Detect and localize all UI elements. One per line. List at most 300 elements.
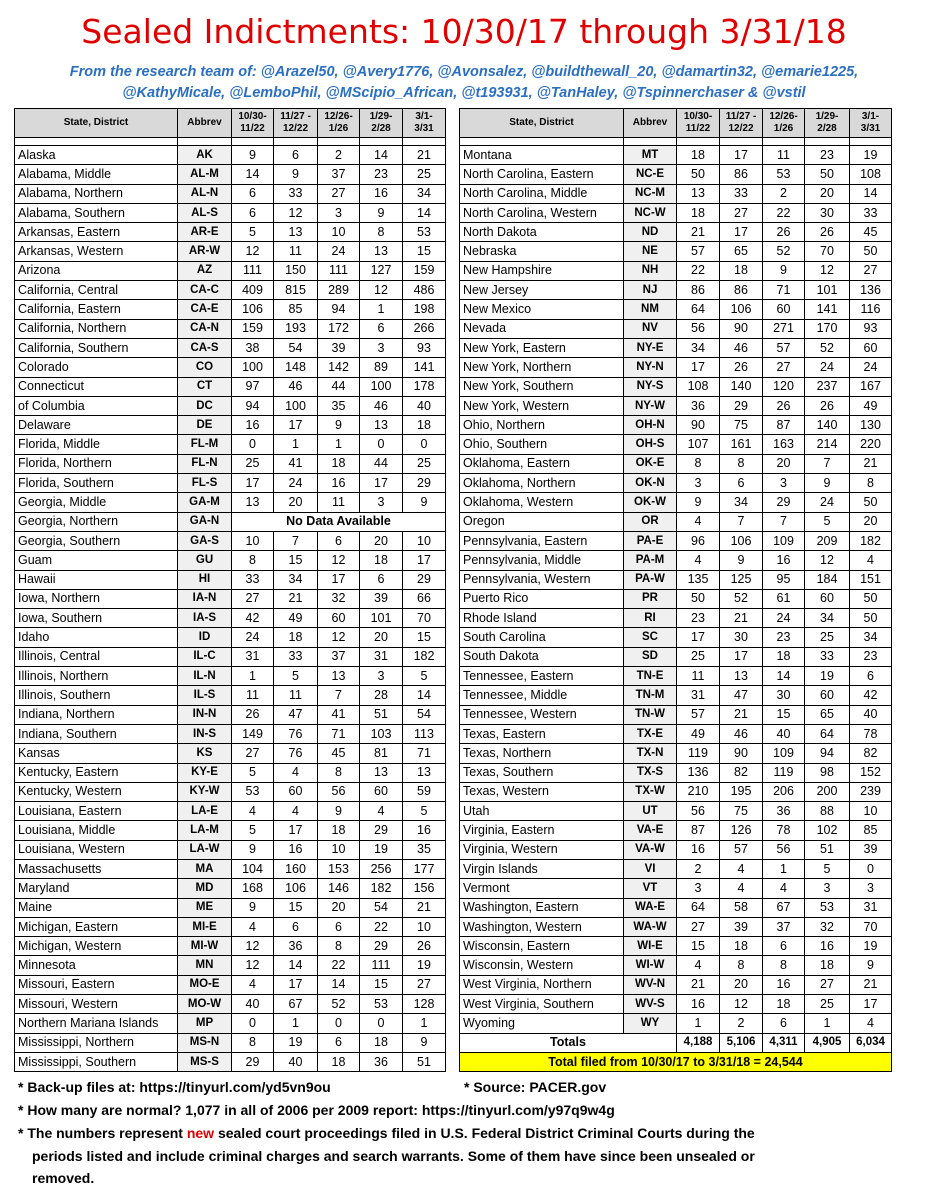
right-col-header: 3/1- 3/31 <box>850 109 892 138</box>
count-cell: 23 <box>850 647 892 666</box>
count-cell: 184 <box>805 570 850 589</box>
count-cell: 18 <box>720 261 763 280</box>
count-cell: 60 <box>805 589 850 608</box>
count-cell: 7 <box>720 512 763 531</box>
count-cell: 0 <box>232 435 274 454</box>
count-cell: 14 <box>403 203 446 222</box>
count-cell: 12 <box>805 261 850 280</box>
count-cell: 33 <box>720 184 763 203</box>
district-name: New York, Western <box>460 396 624 415</box>
research-team-line-2: @KathyMicale, @LemboPhil, @MScipio_African, @t193931, @TanHaley, @Tspinnerchaser & @vstil <box>122 85 806 101</box>
count-cell: 30 <box>805 203 850 222</box>
left-col-header: Abbrev <box>178 109 232 138</box>
count-cell: 40 <box>274 1052 318 1071</box>
count-cell: 28 <box>360 686 403 705</box>
count-cell: 88 <box>805 802 850 821</box>
district-abbrev: NY-S <box>624 377 677 396</box>
count-cell: 18 <box>763 995 805 1014</box>
count-cell: 150 <box>274 261 318 280</box>
count-cell: 109 <box>763 744 805 763</box>
count-cell: 8 <box>232 551 274 570</box>
count-cell: 5 <box>274 667 318 686</box>
district-name: Texas, Eastern <box>460 724 624 743</box>
count-cell: 0 <box>360 1014 403 1033</box>
count-cell: 11 <box>318 493 360 512</box>
district-abbrev: ND <box>624 223 677 242</box>
district-abbrev: MO-W <box>178 995 232 1014</box>
count-cell: 36 <box>274 937 318 956</box>
district-abbrev: OK-N <box>624 474 677 493</box>
count-cell: 13 <box>274 223 318 242</box>
district-abbrev: ID <box>178 628 232 647</box>
count-cell: 50 <box>677 589 720 608</box>
count-cell: 151 <box>850 570 892 589</box>
count-cell: 0 <box>318 1014 360 1033</box>
count-cell: 10 <box>318 840 360 859</box>
count-cell: 210 <box>677 782 720 801</box>
count-cell: 16 <box>677 840 720 859</box>
count-cell: 52 <box>763 242 805 261</box>
count-cell: 102 <box>805 821 850 840</box>
count-cell: 8 <box>232 1033 274 1052</box>
count-cell: 17 <box>360 474 403 493</box>
district-abbrev: MS-S <box>178 1052 232 1071</box>
table-row <box>15 435 446 454</box>
count-cell: 9 <box>318 416 360 435</box>
table-row <box>460 995 892 1014</box>
count-cell: 34 <box>677 338 720 357</box>
count-cell: 33 <box>850 203 892 222</box>
count-cell: 815 <box>274 281 318 300</box>
count-cell: 1 <box>232 667 274 686</box>
district-abbrev: PR <box>624 589 677 608</box>
count-cell: 9 <box>763 261 805 280</box>
count-cell: 56 <box>677 319 720 338</box>
count-cell: 1 <box>677 1014 720 1033</box>
count-cell: 160 <box>274 859 318 878</box>
count-cell: 9 <box>232 898 274 917</box>
count-cell: 20 <box>850 512 892 531</box>
table-row <box>15 667 446 686</box>
count-cell: 31 <box>232 647 274 666</box>
count-cell: 78 <box>763 821 805 840</box>
left-col-header: 10/30- 11/22 <box>232 109 274 138</box>
count-cell: 8 <box>318 763 360 782</box>
count-cell: 94 <box>232 396 274 415</box>
count-cell: 71 <box>763 281 805 300</box>
count-cell: 24 <box>763 609 805 628</box>
table-row <box>460 609 892 628</box>
count-cell: 0 <box>232 1014 274 1033</box>
district-name: Tennessee, Middle <box>460 686 624 705</box>
count-cell: 161 <box>720 435 763 454</box>
source-note: * Source: PACER.gov <box>464 1079 607 1095</box>
district-abbrev: VI <box>624 859 677 878</box>
district-abbrev: TN-E <box>624 667 677 686</box>
table-row <box>460 628 892 647</box>
count-cell: 18 <box>720 937 763 956</box>
count-cell: 4 <box>720 879 763 898</box>
count-cell: 1 <box>360 300 403 319</box>
district-name: New York, Southern <box>460 377 624 396</box>
count-cell: 119 <box>763 763 805 782</box>
count-cell: 86 <box>720 165 763 184</box>
count-cell: 156 <box>403 879 446 898</box>
district-abbrev: LA-M <box>178 821 232 840</box>
district-abbrev: AZ <box>178 261 232 280</box>
count-cell: 9 <box>403 493 446 512</box>
grand-total: Total filed from 10/30/17 to 3/31/18 = 24,544 <box>460 1052 892 1071</box>
district-abbrev: KS <box>178 744 232 763</box>
count-cell: 5 <box>232 763 274 782</box>
table-row <box>15 396 446 415</box>
district-abbrev: GA-S <box>178 531 232 550</box>
count-cell: 37 <box>318 647 360 666</box>
count-cell: 6 <box>318 1033 360 1052</box>
count-cell: 49 <box>850 396 892 415</box>
count-cell: 5 <box>403 802 446 821</box>
count-cell: 60 <box>360 782 403 801</box>
count-cell: 27 <box>318 184 360 203</box>
count-cell: 25 <box>403 165 446 184</box>
district-name: Illinois, Northern <box>15 667 178 686</box>
district-name: Florida, Southern <box>15 474 178 493</box>
table-row <box>460 165 892 184</box>
table-row <box>15 1052 446 1071</box>
district-name: Louisiana, Western <box>15 840 178 859</box>
count-cell: 26 <box>805 396 850 415</box>
count-cell: 170 <box>805 319 850 338</box>
research-team-line-1: From the research team of: @Arazel50, @Avery1776, @Avonsalez, @buildthewall_20, @damartin32, @emarie1225, <box>69 64 859 80</box>
table-row <box>15 454 446 473</box>
count-cell: 15 <box>274 551 318 570</box>
count-cell: 159 <box>232 319 274 338</box>
count-cell: 106 <box>720 300 763 319</box>
count-cell: 26 <box>232 705 274 724</box>
district-name: New Mexico <box>460 300 624 319</box>
count-cell: 46 <box>360 396 403 415</box>
count-cell: 98 <box>805 763 850 782</box>
count-cell: 31 <box>360 647 403 666</box>
count-cell: 17 <box>274 821 318 840</box>
count-cell: 34 <box>274 570 318 589</box>
table-row <box>460 242 892 261</box>
count-cell: 25 <box>232 454 274 473</box>
district-abbrev: NC-W <box>624 203 677 222</box>
count-cell: 26 <box>763 396 805 415</box>
count-cell: 20 <box>274 493 318 512</box>
table-row <box>460 551 892 570</box>
table-row <box>460 531 892 550</box>
table-row <box>15 203 446 222</box>
table-row <box>460 859 892 878</box>
district-name: New York, Northern <box>460 358 624 377</box>
district-abbrev: MP <box>178 1014 232 1033</box>
district-name: Colorado <box>15 358 178 377</box>
table-row <box>460 667 892 686</box>
table-row <box>460 879 892 898</box>
table-row <box>15 165 446 184</box>
district-name: Idaho <box>15 628 178 647</box>
count-cell: 27 <box>403 975 446 994</box>
left-header-row <box>15 109 446 138</box>
count-cell: 3 <box>677 474 720 493</box>
left-col-header: State, District <box>15 109 178 138</box>
count-cell: 26 <box>720 358 763 377</box>
count-cell: 1 <box>403 1014 446 1033</box>
count-cell: 60 <box>274 782 318 801</box>
district-abbrev: LA-W <box>178 840 232 859</box>
count-cell: 85 <box>274 300 318 319</box>
count-cell: 23 <box>763 628 805 647</box>
count-cell: 76 <box>274 744 318 763</box>
district-abbrev: OH-N <box>624 416 677 435</box>
table-row <box>460 647 892 666</box>
count-cell: 95 <box>763 570 805 589</box>
count-cell: 24 <box>318 242 360 261</box>
district-abbrev: CA-N <box>178 319 232 338</box>
count-cell: 40 <box>403 396 446 415</box>
district-name: Wisconsin, Western <box>460 956 624 975</box>
count-cell: 6 <box>232 184 274 203</box>
count-cell: 16 <box>805 937 850 956</box>
count-cell: 1 <box>763 859 805 878</box>
count-cell: 136 <box>677 763 720 782</box>
count-cell: 29 <box>720 396 763 415</box>
district-name: Wyoming <box>460 1014 624 1033</box>
count-cell: 14 <box>403 686 446 705</box>
count-cell: 49 <box>274 609 318 628</box>
count-cell: 36 <box>677 396 720 415</box>
right-col-header: Abbrev <box>624 109 677 138</box>
count-cell: 119 <box>677 744 720 763</box>
count-cell: 59 <box>403 782 446 801</box>
district-name: Vermont <box>460 879 624 898</box>
count-cell: 21 <box>403 146 446 165</box>
count-cell: 24 <box>805 493 850 512</box>
totals-row <box>460 1033 892 1052</box>
district-name: Michigan, Eastern <box>15 917 178 936</box>
count-cell: 14 <box>274 956 318 975</box>
total-cell: 6,034 <box>850 1033 892 1052</box>
count-cell: 21 <box>677 975 720 994</box>
table-row <box>15 995 446 1014</box>
count-cell: 107 <box>677 435 720 454</box>
district-abbrev: MD <box>178 879 232 898</box>
count-cell: 4 <box>763 879 805 898</box>
count-cell: 7 <box>318 686 360 705</box>
count-cell: 58 <box>720 898 763 917</box>
table-row <box>460 821 892 840</box>
district-abbrev: WI-E <box>624 937 677 956</box>
count-cell: 15 <box>403 628 446 647</box>
count-cell: 9 <box>805 474 850 493</box>
count-cell: 17 <box>274 416 318 435</box>
district-name: Mississippi, Southern <box>15 1052 178 1071</box>
count-cell: 18 <box>677 146 720 165</box>
count-cell: 7 <box>274 531 318 550</box>
count-cell: 35 <box>403 840 446 859</box>
table-row <box>460 782 892 801</box>
count-cell: 13 <box>232 493 274 512</box>
district-abbrev: TX-S <box>624 763 677 782</box>
district-name: Nevada <box>460 319 624 338</box>
count-cell: 136 <box>850 281 892 300</box>
count-cell: 96 <box>677 531 720 550</box>
total-cell: 4,905 <box>805 1033 850 1052</box>
district-abbrev: NJ <box>624 281 677 300</box>
count-cell: 57 <box>720 840 763 859</box>
count-cell: 13 <box>677 184 720 203</box>
numbers-note-line-3: removed. <box>32 1170 95 1186</box>
count-cell: 42 <box>232 609 274 628</box>
table-row <box>460 435 892 454</box>
count-cell: 46 <box>720 338 763 357</box>
table-row <box>460 281 892 300</box>
count-cell: 125 <box>720 570 763 589</box>
table-row <box>460 377 892 396</box>
district-name: Ohio, Northern <box>460 416 624 435</box>
count-cell: 142 <box>318 358 360 377</box>
count-cell: 64 <box>677 898 720 917</box>
district-name: Alabama, Northern <box>15 184 178 203</box>
district-abbrev: AK <box>178 146 232 165</box>
count-cell: 11 <box>274 242 318 261</box>
district-abbrev: GA-N <box>178 512 232 531</box>
count-cell: 41 <box>318 705 360 724</box>
count-cell: 30 <box>720 628 763 647</box>
district-abbrev: WA-E <box>624 898 677 917</box>
count-cell: 108 <box>850 165 892 184</box>
district-name: Pennsylvania, Eastern <box>460 531 624 550</box>
district-name: Northern Mariana Islands <box>15 1014 178 1033</box>
count-cell: 50 <box>850 589 892 608</box>
district-name: Florida, Northern <box>15 454 178 473</box>
district-name: Virginia, Eastern <box>460 821 624 840</box>
district-abbrev: IL-C <box>178 647 232 666</box>
count-cell: 65 <box>805 705 850 724</box>
count-cell: 126 <box>720 821 763 840</box>
table-row <box>15 589 446 608</box>
count-cell: 6 <box>274 146 318 165</box>
count-cell: 24 <box>274 474 318 493</box>
district-abbrev: NY-N <box>624 358 677 377</box>
grand-total-row <box>460 1052 892 1071</box>
count-cell: 75 <box>720 802 763 821</box>
count-cell: 214 <box>805 435 850 454</box>
district-abbrev: GA-M <box>178 493 232 512</box>
count-cell: 25 <box>805 995 850 1014</box>
count-cell: 8 <box>677 454 720 473</box>
count-cell: 1 <box>274 435 318 454</box>
count-cell: 193 <box>274 319 318 338</box>
count-cell: 5 <box>232 223 274 242</box>
table-row <box>15 281 446 300</box>
district-abbrev: CA-S <box>178 338 232 357</box>
count-cell: 17 <box>720 146 763 165</box>
count-cell: 39 <box>318 338 360 357</box>
count-cell: 266 <box>403 319 446 338</box>
count-cell: 18 <box>805 956 850 975</box>
count-cell: 8 <box>360 223 403 242</box>
normal-count-note: * How many are normal? 1,077 in all of 2006 per 2009 report: https://tinyurl.com/y97q9w4g <box>18 1102 615 1118</box>
count-cell: 271 <box>763 319 805 338</box>
district-name: North Carolina, Western <box>460 203 624 222</box>
district-name: Montana <box>460 146 624 165</box>
district-abbrev: FL-M <box>178 435 232 454</box>
count-cell: 4 <box>850 1014 892 1033</box>
count-cell: 130 <box>850 416 892 435</box>
count-cell: 15 <box>274 898 318 917</box>
district-name: Alabama, Southern <box>15 203 178 222</box>
district-name: Missouri, Western <box>15 995 178 1014</box>
totals-label: Totals <box>460 1033 677 1052</box>
district-name: North Carolina, Middle <box>460 184 624 203</box>
count-cell: 1 <box>318 435 360 454</box>
count-cell: 12 <box>318 551 360 570</box>
count-cell: 9 <box>232 840 274 859</box>
count-cell: 78 <box>850 724 892 743</box>
district-abbrev: CT <box>178 377 232 396</box>
count-cell: 6 <box>763 937 805 956</box>
count-cell: 47 <box>720 686 763 705</box>
count-cell: 198 <box>403 300 446 319</box>
district-name: Iowa, Northern <box>15 589 178 608</box>
page-title: Sealed Indictments: 10/30/17 through 3/31/18 <box>81 12 847 51</box>
count-cell: 65 <box>720 242 763 261</box>
count-cell: 12 <box>274 203 318 222</box>
district-abbrev: ME <box>178 898 232 917</box>
district-name: Indiana, Northern <box>15 705 178 724</box>
count-cell: 9 <box>318 802 360 821</box>
district-name: Missouri, Eastern <box>15 975 178 994</box>
count-cell: 44 <box>360 454 403 473</box>
count-cell: 13 <box>360 763 403 782</box>
table-row <box>460 686 892 705</box>
count-cell: 81 <box>360 744 403 763</box>
table-row <box>15 628 446 647</box>
count-cell: 8 <box>763 956 805 975</box>
count-cell: 32 <box>805 917 850 936</box>
count-cell: 17 <box>677 628 720 647</box>
district-name: South Dakota <box>460 647 624 666</box>
district-name: Kentucky, Eastern <box>15 763 178 782</box>
count-cell: 44 <box>318 377 360 396</box>
count-cell: 141 <box>403 358 446 377</box>
district-abbrev: KY-W <box>178 782 232 801</box>
count-cell: 141 <box>805 300 850 319</box>
district-name: Georgia, Southern <box>15 531 178 550</box>
count-cell: 111 <box>360 956 403 975</box>
district-abbrev: AL-M <box>178 165 232 184</box>
count-cell: 106 <box>274 879 318 898</box>
table-row <box>15 223 446 242</box>
district-abbrev: NE <box>624 242 677 261</box>
table-row <box>15 917 446 936</box>
count-cell: 20 <box>318 898 360 917</box>
district-name: New Jersey <box>460 281 624 300</box>
count-cell: 24 <box>805 358 850 377</box>
count-cell: 153 <box>318 859 360 878</box>
count-cell: 19 <box>274 1033 318 1052</box>
table-row <box>15 261 446 280</box>
count-cell: 178 <box>403 377 446 396</box>
table-row <box>15 840 446 859</box>
table-row <box>460 319 892 338</box>
count-cell: 6 <box>763 1014 805 1033</box>
district-name: Arkansas, Eastern <box>15 223 178 242</box>
count-cell: 3 <box>763 474 805 493</box>
